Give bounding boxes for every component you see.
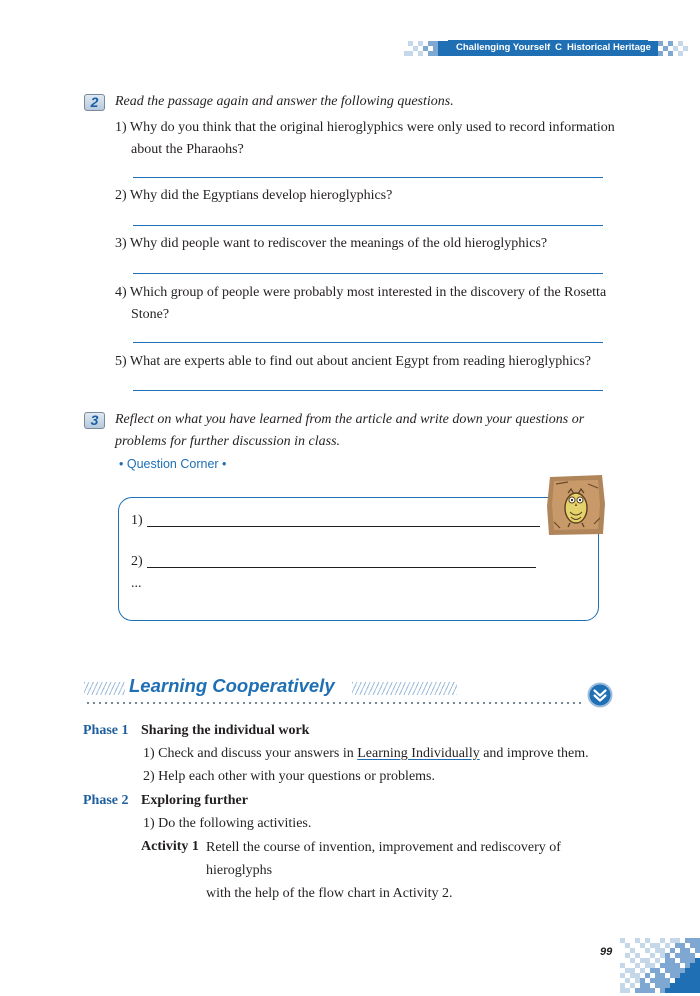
phase-title: Sharing the individual work — [141, 723, 310, 738]
task-number-badge: 2 — [84, 94, 105, 111]
question-1 — [115, 117, 615, 161]
pixel-square — [650, 988, 655, 993]
question-text: 2) Why did the Egyptians develop hieroglyphics? — [115, 188, 393, 203]
pixel-square — [404, 51, 409, 56]
question-corner-ellipsis: ... — [131, 576, 142, 591]
question-corner-item-2: 2) — [131, 554, 143, 569]
chevron-down-circle-icon[interactable] — [587, 682, 613, 708]
pixel-square — [695, 948, 700, 953]
pixel-square — [658, 51, 663, 56]
section-dotted-rule — [85, 701, 585, 705]
activity-text — [206, 836, 616, 905]
header-letter: C — [555, 42, 563, 53]
phase-line — [143, 743, 589, 765]
question-4 — [115, 282, 615, 326]
phase-label: Phase 1 — [83, 723, 129, 738]
question-text: 3) Why did people want to rediscover the meanings of the old hieroglyphics? — [115, 236, 548, 251]
question-write-line-1[interactable] — [147, 526, 540, 527]
line-text: 1) Check and discuss your answers in — [143, 746, 358, 761]
question-write-line-2[interactable] — [147, 567, 536, 568]
question-text: 5) What are experts able to find out about ancient Egypt from reading hieroglyphics? — [115, 354, 591, 369]
page-number: 99 — [600, 946, 613, 958]
task2-instruction: Read the passage again and answer the following questions. — [115, 94, 454, 109]
instruction-line: Reflect on what you have learned from the article and write down your questions or — [115, 412, 585, 427]
question-text: 1) Why do you think that the original hieroglyphics were only used to record information — [115, 120, 615, 135]
pixel-square — [418, 51, 423, 56]
owl-hieroglyph-icon — [546, 474, 606, 536]
question-3 — [115, 233, 615, 255]
activity-line: with the help of the flow chart in Activity 2. — [206, 886, 453, 901]
section-title: Learning Cooperatively — [129, 675, 335, 696]
pixel-square — [668, 51, 673, 56]
question-text-continued: Stone? — [131, 307, 170, 322]
question-text: 4) Which group of people were probably most interested in the discovery of the Rosetta — [115, 285, 607, 300]
task-number-badge: 3 — [84, 412, 105, 429]
phase-title: Exploring further — [141, 793, 248, 808]
instruction-line: problems for further discussion in class. — [115, 434, 341, 449]
answer-line-3[interactable] — [133, 273, 603, 274]
activity-line: Retell the course of invention, improvement and rediscovery of hieroglyphs — [206, 840, 561, 878]
answer-line-2[interactable] — [133, 225, 603, 226]
running-header — [456, 41, 651, 55]
question-corner-box — [118, 497, 599, 621]
activity-label: Activity 1 — [141, 839, 199, 854]
phase-line — [143, 766, 435, 788]
phase-line — [143, 813, 311, 835]
question-5 — [115, 351, 615, 373]
question-text-continued: about the Pharaohs? — [131, 142, 244, 157]
line-text: and improve them. — [479, 746, 589, 761]
pixel-square — [678, 51, 683, 56]
pixel-square — [683, 46, 688, 51]
pixel-square — [695, 988, 700, 993]
learning-individually-link[interactable]: Learning Individually — [357, 746, 480, 761]
line-text: 1) Do the following activities. — [143, 816, 312, 831]
question-corner-item-1: 1) — [131, 513, 143, 528]
phase-label: Phase 2 — [83, 793, 129, 808]
line-text: 2) Help each other with your questions or problems. — [143, 769, 435, 784]
title-hatch-right — [352, 682, 457, 695]
question-corner-title: • Question Corner • — [119, 457, 227, 471]
answer-line-5[interactable] — [133, 390, 603, 391]
question-2 — [115, 185, 615, 207]
answer-line-1[interactable] — [133, 177, 603, 178]
answer-line-4[interactable] — [133, 342, 603, 343]
title-hatch-left — [84, 682, 125, 695]
task3-instruction — [115, 409, 615, 453]
pixel-square — [625, 988, 630, 993]
header-unit: Historical Heritage — [567, 42, 651, 53]
header-section: Challenging Yourself — [456, 42, 551, 53]
